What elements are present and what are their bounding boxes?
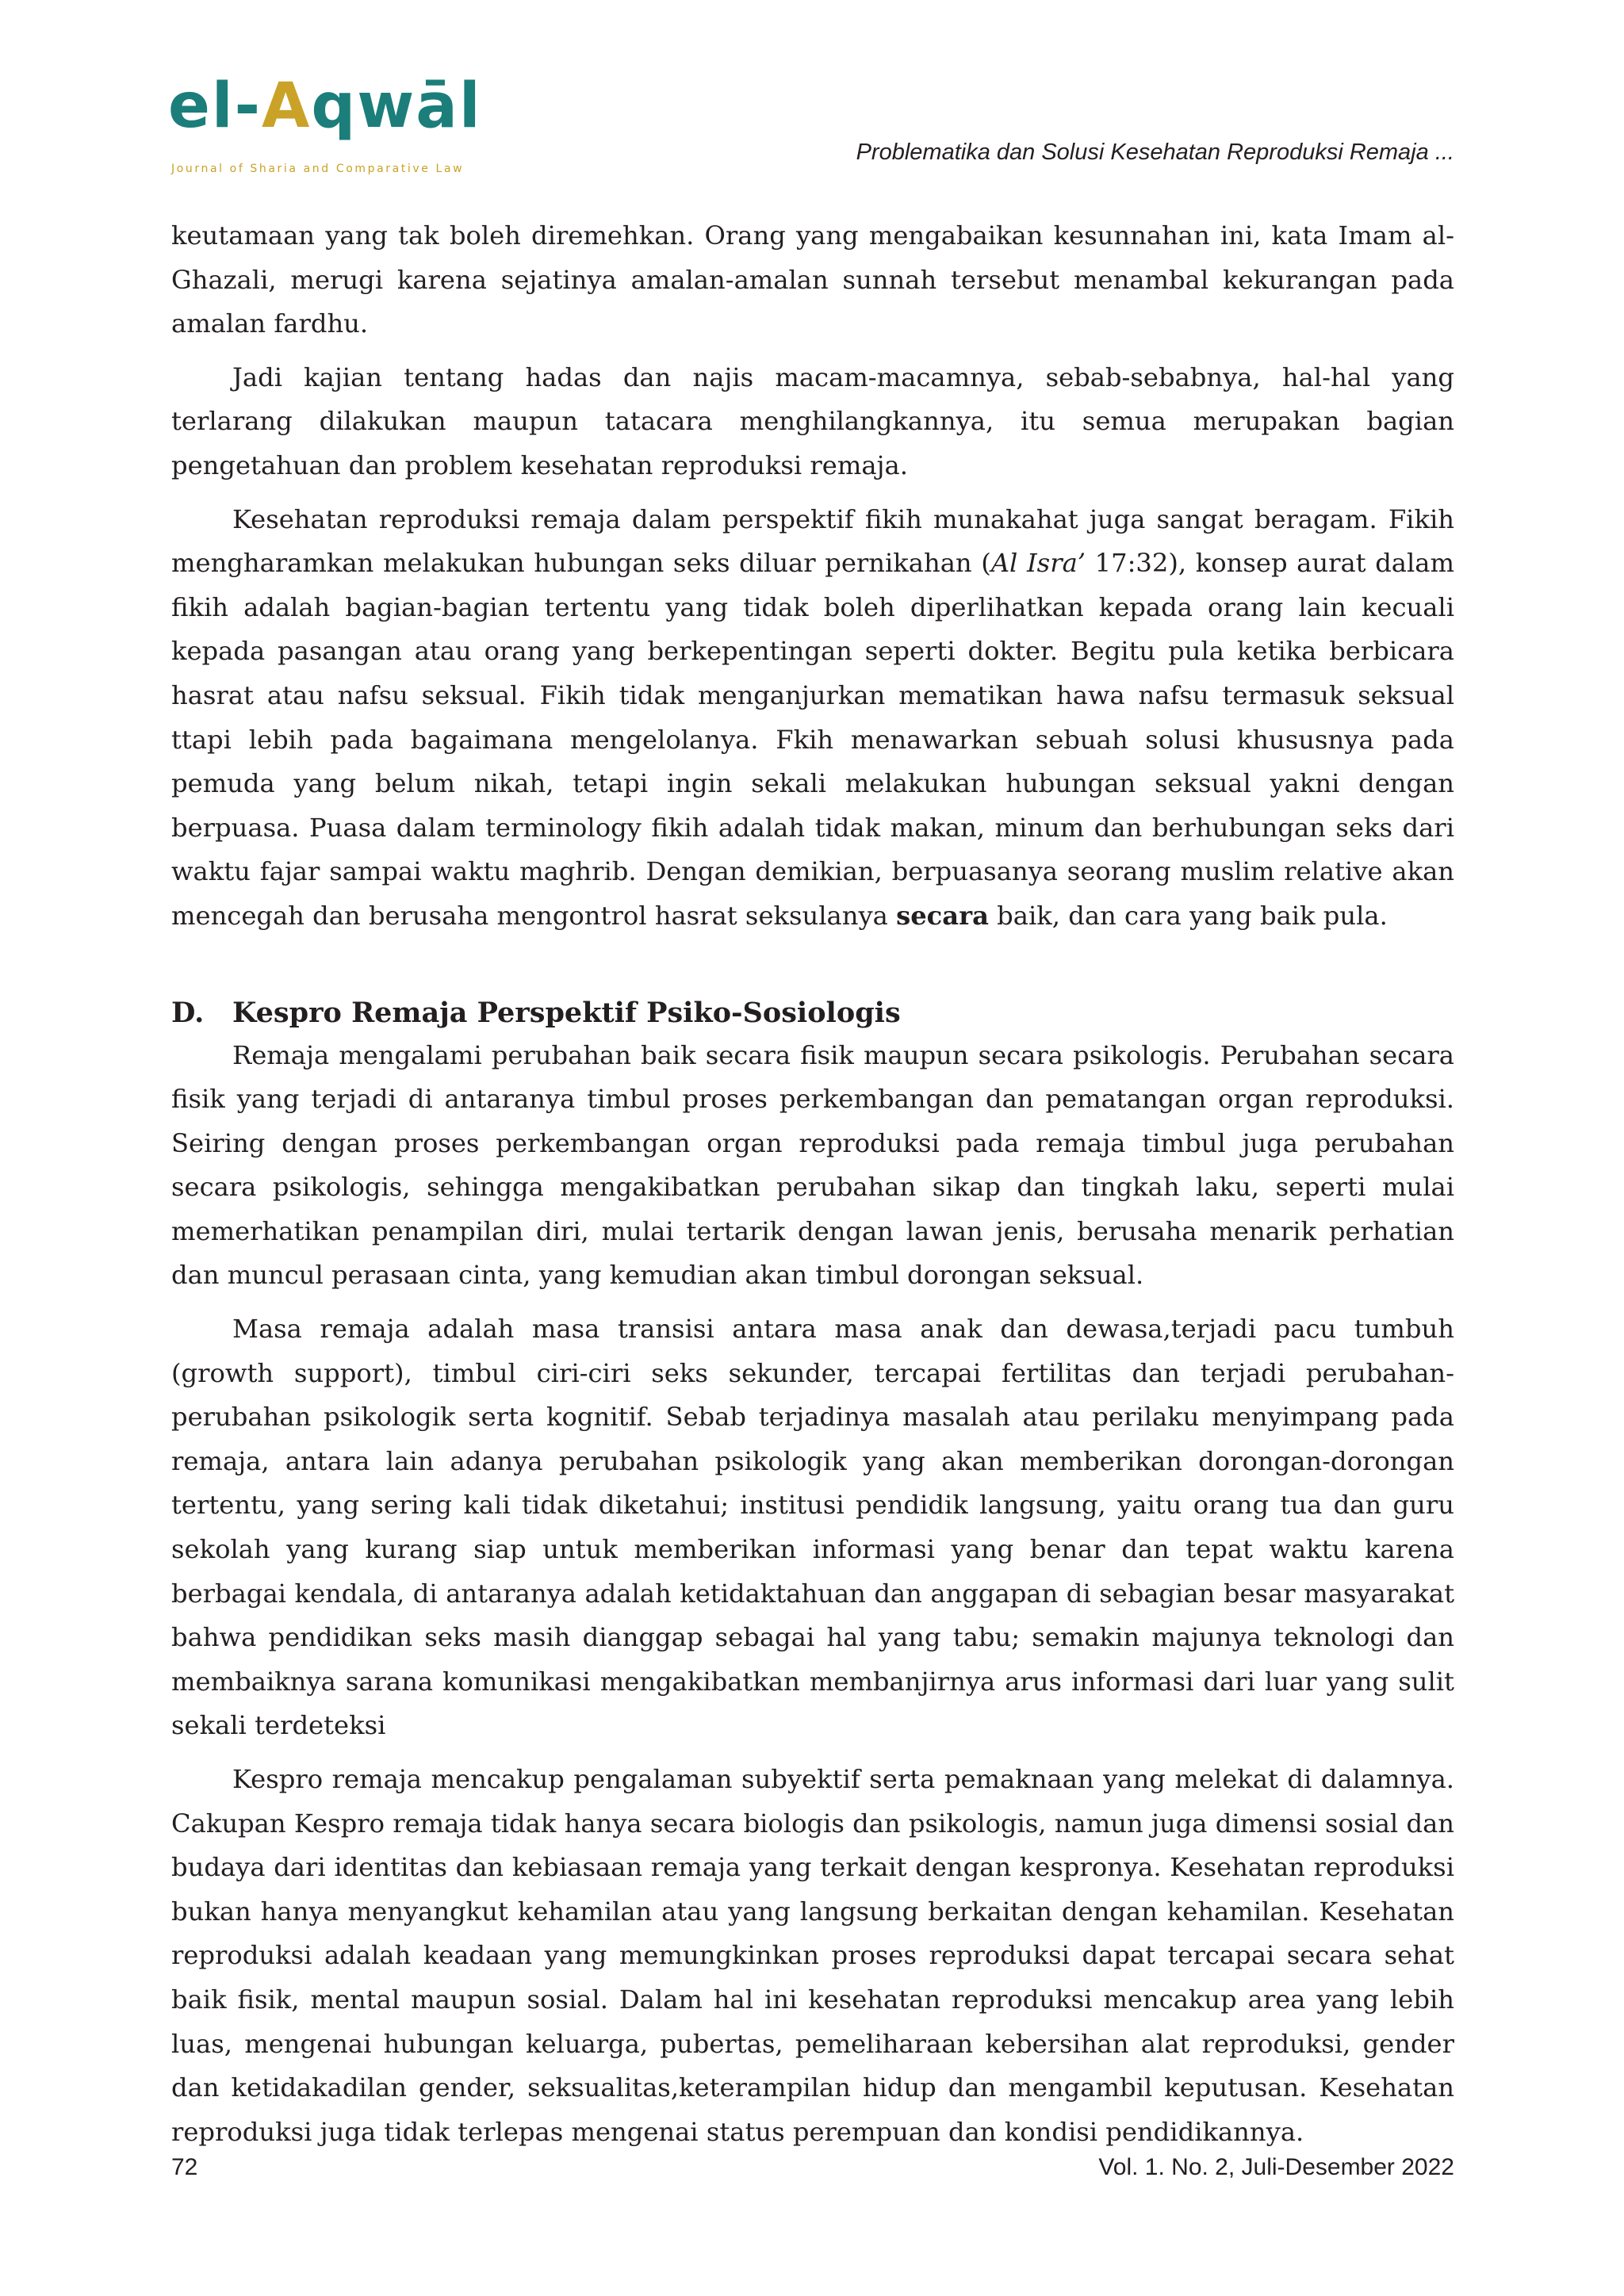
paragraph-3: Kesehatan reproduksi remaja dalam perspektif fikih munakahat juga sangat beragam. Fikih mengharamkan melakukan hubungan seks diluar pernikahan (Al Isra’ 17:32), konsep aurat dalam fikih adalah bagian-bagian tertentu yang tidak boleh diperlihatkan kepada orang lain kecuali kepada pasangan atau orang yang berkepentingan seperti dokter. Begitu pula ketika berbicara hasrat atau nafsu seksual. Fikih tidak menganjurkan mematikan hawa nafsu termasuk seksual ttapi lebih pada bagaimana mengelolanya. Fkih menawarkan sebuah solusi khususnya pada pemuda yang belum nikah, tetapi ingin sekali melakukan hubungan seksual yakni dengan berpuasa. Puasa dalam terminology fikih adalah tidak makan, minum dan berhubungan seks dari waktu fajar sampai waktu maghrib. Dengan demikian, berpuasanya seorang muslim relative akan mencegah dan berusaha mengontrol hasrat seksulanya secara baik, dan cara yang baik pula. <box>171 503 1454 931</box>
section-heading <box>171 991 1454 1035</box>
paragraph-6: Kespro remaja mencakup pengalaman subyektif serta pemaknaan yang melekat di dalamnya. Cakupan Kespro remaja tidak hanya secara biologis dan psikologis, namun juga dimensi sosial dan budaya dari identitas dan kebiasaan remaja yang terkait dengan kespronya. Kesehatan reproduksi bukan hanya menyangkut kehamilan atau yang langsung berkaitan dengan kehamilan. Kesehatan reproduksi adalah keadaan yang memungkinkan proses reproduksi dapat tercapai secara sehat baik fisik, mental maupun sosial. Dalam hal ini kesehatan reproduksi mencakup area yang lebih luas, mengenai hubungan keluarga, pubertas, pemeliharaan kebersihan alat reproduksi, gender dan ketidakadilan gender, seksualitas,keterampilan hidup dan mengambil keputusan. Kesehatan reproduksi juga tidak terlepas mengenai status perempuan dan kondisi pendidikannya. <box>171 1764 1454 2147</box>
running-title: Problematika dan Solusi Kesehatan Reproduksi Remaja ... <box>856 140 1454 165</box>
paragraph-5: Masa remaja adalah masa transisi antara masa anak dan dewasa,terjadi pacu tumbuh (growth support), timbul ciri-ciri seks sekunder, tercapai fertilitas dan terjadi perubahan-perubahan psikologik serta kognitif. Sebab terjadinya masalah atau perilaku menyimpang pada remaja, antara lain adanya perubahan psikologik yang akan memberikan dorongan-dorongan tertentu, yang sering kali tidak diketahui; institusi pendidik langsung, yaitu orang tua dan guru sekolah yang kurang siap untuk memberikan informasi yang benar dan tepat waktu karena berbagai kendala, di antaranya adalah ketidaktahuan dan anggapan di sebagian besar masyarakat bahwa pendidikan seks masih dianggap sebagai hal yang tabu; semakin majunya teknologi dan membaiknya sarana komunikasi mengakibatkan membanjirnya arus informasi dari luar yang sulit sekali terdeteksi <box>171 1314 1454 1741</box>
section-title: Kespro Remaja Perspektif Psiko-Sosiologis <box>232 996 901 1029</box>
paragraph-1: keutamaan yang tak boleh diremehkan. Orang yang mengabaikan kesunnahan ini, kata Imam al-Ghazali, merugi karena sejatinya amalan-amalan sunnah tersebut menambal kekurangan pada amalan fardhu. <box>171 220 1454 339</box>
section-number: D. <box>171 996 205 1029</box>
page-number: 72 <box>171 2154 198 2180</box>
logo-title: el-Aqwāl <box>168 71 482 142</box>
logo-accent-letter: A <box>262 71 312 142</box>
article-body <box>171 214 1454 2154</box>
journal-logo <box>168 71 501 186</box>
paragraph-2: Jadi kajian tentang hadas dan najis macam-macamnya, sebab-sebabnya, hal-hal yang terlarang dilakukan maupun tatacara menghilangkannya, itu semua merupakan bagian pengetahuan dan problem kesehatan reproduksi remaja. <box>171 362 1454 480</box>
logo-subtitle: Journal of Sharia and Comparative Law <box>171 163 465 175</box>
issue-info: Vol. 1. No. 2, Juli-Desember 2022 <box>1098 2154 1454 2180</box>
quran-reference: Al Isra’ <box>990 548 1086 579</box>
bold-word: secara <box>896 900 989 931</box>
paragraph-4: Remaja mengalami perubahan baik secara fisik maupun secara psikologis. Perubahan secara fisik yang terjadi di antaranya timbul proses perkembangan dan pematangan organ reproduksi. Seiring dengan proses perkembangan organ reproduksi pada remaja timbul juga perubahan secara psikologis, sehingga mengakibatkan perubahan sikap dan tingkah laku, seperti mulai memerhatikan penampilan diri, mulai tertarik dengan lawan jenis, berusaha menarik perhatian dan muncul perasaan cinta, yang kemudian akan timbul dorongan seksual. <box>171 1039 1454 1291</box>
